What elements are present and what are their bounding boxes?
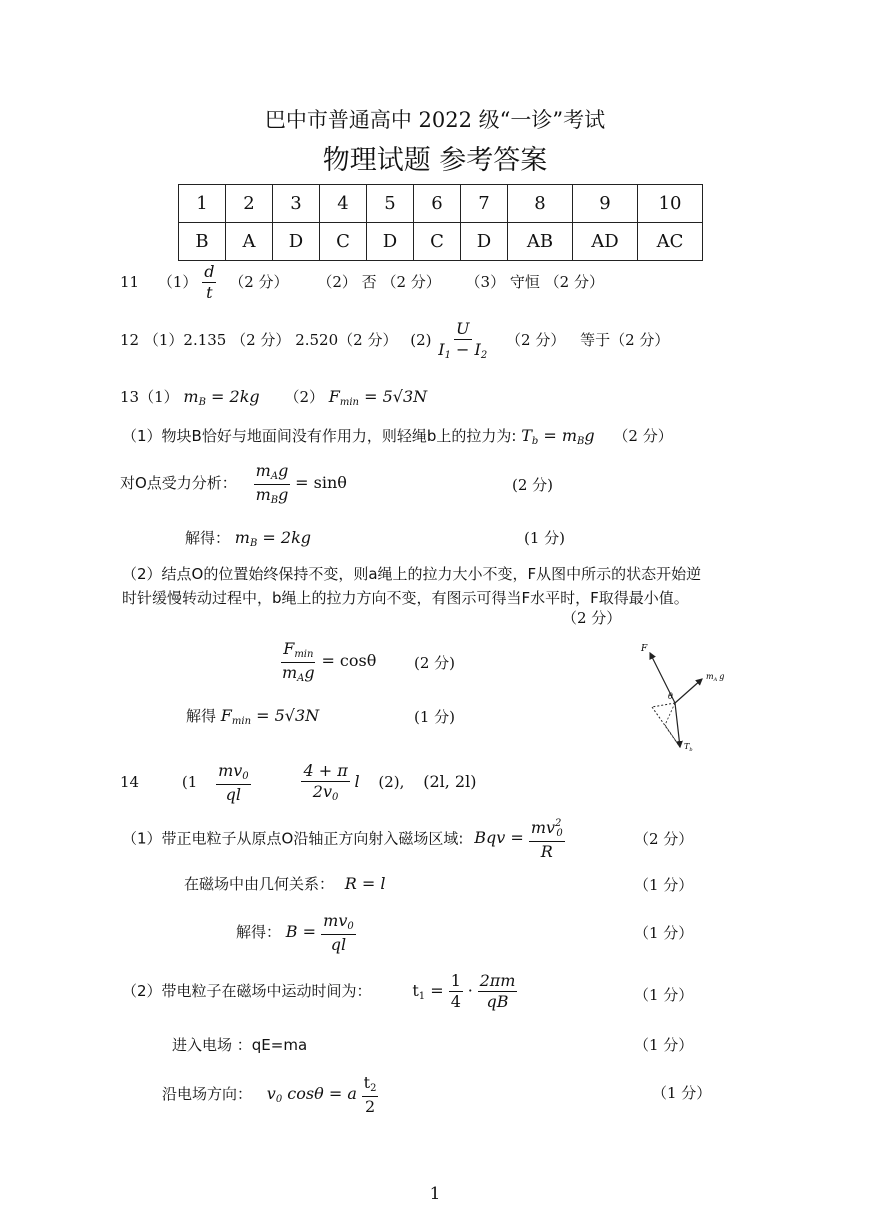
fraction-numerator: 4 + π xyxy=(301,762,349,782)
fraction-numerator xyxy=(254,462,291,485)
q11-part2-label: （2） xyxy=(317,272,357,291)
q14-step4 xyxy=(122,972,517,1012)
subscript: B xyxy=(270,494,279,506)
table-cell: 5 xyxy=(367,185,414,223)
fraction-numerator xyxy=(362,1074,379,1097)
equals: = m xyxy=(538,426,578,445)
q12-part2-label: (2) xyxy=(410,330,432,349)
q13-o-analysis xyxy=(120,462,347,506)
q14-header xyxy=(120,762,476,804)
symbol: g xyxy=(278,484,289,504)
symbol: m xyxy=(255,461,271,480)
subscript: 2 xyxy=(370,1083,377,1094)
symbol: F xyxy=(328,387,340,406)
label-mag xyxy=(706,672,724,683)
q14-step3-fraction xyxy=(321,912,356,954)
table-cell: 4 xyxy=(320,185,367,223)
value: = 2kg xyxy=(205,387,260,406)
q11-score1: （2 分） xyxy=(229,272,289,291)
symbol: mv xyxy=(218,761,243,780)
q11-answer3: 守恒 xyxy=(509,272,540,291)
q14-step4-eq xyxy=(412,981,448,1000)
subscript: min xyxy=(294,649,314,660)
symbol: t xyxy=(412,980,419,1000)
fraction-denominator: 2 xyxy=(364,1096,376,1116)
force-diagram xyxy=(630,635,750,760)
q14-step1 xyxy=(122,818,565,861)
answer-table xyxy=(178,184,703,261)
equation: R = l xyxy=(344,874,386,893)
text: （1）带正电粒子从原点O沿轴正方向射入磁场区域: xyxy=(122,829,464,848)
q11-score3: （2 分） xyxy=(544,272,604,291)
value: = 5√3N xyxy=(251,706,320,725)
fraction-numerator xyxy=(216,762,251,785)
q13-cos-score: (2 分) xyxy=(414,654,456,672)
subscript: min xyxy=(339,397,359,408)
subscript: 0 xyxy=(332,792,339,804)
symbol: t xyxy=(363,1073,371,1092)
table-cell: 9 xyxy=(573,185,638,223)
q13-part1-text xyxy=(122,425,673,447)
q13-tb-eq xyxy=(521,426,594,445)
q12-den-a-sub: 1 xyxy=(444,350,451,362)
q11-part3-label: （3） xyxy=(465,272,506,291)
symbol: m xyxy=(282,662,298,682)
q14-frac2 xyxy=(301,762,349,804)
dashed-line xyxy=(665,703,675,725)
text: （1）物块B恰好与地面间没有作用力，则轻绳b上的拉力为: xyxy=(122,427,517,445)
symbol: m xyxy=(706,672,714,681)
symbol: g xyxy=(304,662,315,682)
symbol: F xyxy=(283,639,295,658)
q14-frac2-tail: l xyxy=(354,771,360,791)
q14-part1-label: (1 xyxy=(181,772,198,791)
dashed-line xyxy=(652,703,675,707)
q13-lead: 13（1） xyxy=(120,388,179,406)
symbol: F xyxy=(220,706,232,725)
q14-step4-frac2 xyxy=(478,972,518,1012)
q12-den-a: I xyxy=(438,340,445,360)
q13-fmin xyxy=(329,387,427,406)
table-cell: 10 xyxy=(638,185,703,223)
text: 在磁场中由几何关系： xyxy=(184,875,335,893)
value: = 5√3N xyxy=(359,387,428,406)
q11-part1-label: （1） xyxy=(157,272,198,291)
table-cell: AC xyxy=(638,223,703,261)
q13-solve-eq xyxy=(235,528,311,547)
symbol: m xyxy=(183,387,199,406)
text: 对O点受力分析： xyxy=(120,474,237,492)
q12-den-op: − xyxy=(450,340,475,360)
rhs: = cosθ xyxy=(321,651,377,670)
fraction-numerator xyxy=(281,640,315,663)
subscript: B xyxy=(198,397,206,408)
label-theta: θ xyxy=(668,692,673,701)
fraction-denominator: 4 xyxy=(450,992,461,1012)
fraction-denominator: ql xyxy=(225,784,242,804)
subscript: A xyxy=(297,672,305,684)
q13-cos-eq xyxy=(280,640,376,684)
symbol: g xyxy=(719,672,725,681)
symbol: m xyxy=(255,484,271,504)
value: = 2kg xyxy=(257,528,312,547)
lhs: B = xyxy=(285,921,322,941)
page-number: 1 xyxy=(429,1184,441,1204)
fraction-denominator: qB xyxy=(486,992,509,1012)
q14-step4-score: （1 分） xyxy=(634,986,694,1004)
fraction-numerator xyxy=(321,912,356,935)
equals: = xyxy=(425,980,449,1000)
q13-solve xyxy=(185,527,311,549)
label-f: F xyxy=(641,644,648,654)
q12-tail: 等于（2 分） xyxy=(580,330,670,349)
q13-part2-text1: （2）结点O的位置始终保持不变，则a绳上的拉力大小不变，F从图中所示的状态开始逆 xyxy=(122,565,702,583)
q12-lead: 12 （1）2.135 （2 分） 2.520（2 分） xyxy=(120,330,398,349)
subscript: min xyxy=(231,716,252,727)
table-cell: C xyxy=(320,223,367,261)
fraction-denominator: ql xyxy=(330,934,347,954)
lhs: Bqv = xyxy=(474,828,529,848)
table-cell: 6 xyxy=(414,185,461,223)
answer-table-number-row xyxy=(179,185,703,223)
q13-solve-score: (1 分) xyxy=(524,529,566,547)
fraction-denominator xyxy=(254,485,291,507)
answer-table-answer-row xyxy=(179,223,703,261)
q14-step2-score: （1 分） xyxy=(634,876,694,894)
q13-o-fraction xyxy=(254,462,291,506)
subscript: 0 xyxy=(347,921,354,932)
subscript: 0 xyxy=(275,1093,283,1105)
dot: · xyxy=(467,980,473,1000)
text: （2）带电粒子在磁场中运动时间为： xyxy=(122,981,372,1000)
table-cell: D xyxy=(461,223,508,261)
q14-step2 xyxy=(184,873,386,894)
q12-score2: （2 分） xyxy=(506,330,566,349)
q13-mb xyxy=(183,387,259,406)
q13-result xyxy=(186,705,319,727)
table-cell: 3 xyxy=(273,185,320,223)
rhs: = sinθ xyxy=(295,473,347,492)
symbol: mv xyxy=(323,911,348,930)
table-cell: C xyxy=(414,223,461,261)
q14-step3 xyxy=(236,912,356,954)
q14-step3-score: （1 分） xyxy=(634,924,694,942)
q12-line xyxy=(120,320,669,362)
table-cell: 1 xyxy=(179,185,226,223)
q14-step6 xyxy=(162,1074,378,1116)
fraction-numerator: 2πm xyxy=(478,972,518,992)
fraction-numerator: 1 xyxy=(449,972,463,992)
mid: cosθ = a xyxy=(282,1083,357,1103)
fraction-denominator: R xyxy=(540,841,553,861)
q14-step4-frac1 xyxy=(449,972,463,1012)
q12-den-b-sub: 2 xyxy=(480,350,488,362)
subscript: B xyxy=(577,436,585,447)
label: 解得： xyxy=(185,529,231,547)
score: （2 分） xyxy=(613,427,673,445)
table-cell: D xyxy=(367,223,414,261)
symbol: v xyxy=(266,1083,276,1103)
table-cell: B xyxy=(179,223,226,261)
q13-o-score: (2 分) xyxy=(512,476,554,494)
q14-coordinate: (2l, 2l) xyxy=(423,771,477,791)
symbol: T xyxy=(521,426,532,445)
fraction-numerator: U xyxy=(454,320,471,340)
q11-answer2: 否 xyxy=(361,272,377,291)
subscript: A xyxy=(270,471,279,482)
document-title: 物理试题 参考答案 xyxy=(322,145,548,176)
q11-fraction xyxy=(202,263,216,303)
table-cell: AD xyxy=(573,223,638,261)
q14-number: 14 xyxy=(120,772,140,791)
q14-frac1 xyxy=(216,762,251,804)
q12-den-b: I xyxy=(474,340,481,360)
q13-part2-score: （2 分） xyxy=(562,609,622,627)
table-cell: D xyxy=(273,223,320,261)
subscript: 1 xyxy=(418,990,426,1002)
symbol: g xyxy=(584,426,595,445)
symbol: 2v xyxy=(312,782,332,802)
symbol: T xyxy=(684,742,690,751)
fraction-denominator xyxy=(311,782,341,804)
q11-score2: （2 分） xyxy=(381,272,441,291)
table-cell: A xyxy=(226,223,273,261)
text: 沿电场方向： xyxy=(162,1084,253,1103)
fraction-denominator: t xyxy=(206,283,213,303)
subscript: 0 xyxy=(556,828,563,839)
subscript: B xyxy=(249,538,258,549)
q11-line xyxy=(120,263,604,303)
fraction-numerator: d xyxy=(202,263,216,283)
fraction-denominator xyxy=(436,340,489,362)
fraction-numerator xyxy=(529,818,565,842)
table-cell: 2 xyxy=(226,185,273,223)
table-cell: AB xyxy=(508,223,573,261)
q13-part2-label: （2） xyxy=(284,388,324,406)
force-mag-arrow xyxy=(675,679,702,703)
q14-step6-fraction xyxy=(362,1074,379,1116)
label-tb xyxy=(684,742,693,753)
q13-header xyxy=(120,386,427,408)
text: 解得： xyxy=(236,922,282,941)
q13-part2-text2: 时针缓慢转动过程中，b绳上的拉力方向不变，有图示可得当F水平时，F取得最小值。 xyxy=(122,589,689,607)
q13-result-score: (1 分) xyxy=(414,708,456,726)
label: 解得 xyxy=(186,707,217,725)
symbol: m xyxy=(234,528,250,547)
fraction-denominator xyxy=(280,663,317,685)
q14-step6-score: （1 分） xyxy=(652,1084,712,1102)
q14-part2-label: (2), xyxy=(378,772,405,791)
symbol: mv xyxy=(530,818,556,837)
subscript: 0 xyxy=(242,771,249,782)
q14-step6-eq xyxy=(267,1084,357,1103)
table-cell: 7 xyxy=(461,185,508,223)
q14-step1-score: （2 分） xyxy=(634,830,694,848)
table-cell: 8 xyxy=(508,185,573,223)
subscript: b xyxy=(531,436,539,447)
q13-cos-fraction xyxy=(280,640,317,684)
q12-fraction xyxy=(436,320,489,362)
subscript: A xyxy=(713,677,718,683)
symbol: g xyxy=(278,461,289,480)
q14-step5-score: （1 分） xyxy=(634,1036,694,1054)
exam-title: 巴中市普通高中 2022 级“一诊”考试 xyxy=(264,108,606,132)
superscript: 2 xyxy=(555,818,562,829)
q14-step1-fraction xyxy=(529,818,565,861)
q13-result-eq xyxy=(221,706,319,725)
q11-number: 11 xyxy=(120,272,140,291)
q14-step5: 进入电场 ：qE=ma xyxy=(172,1036,308,1054)
subscript: b xyxy=(689,747,693,753)
